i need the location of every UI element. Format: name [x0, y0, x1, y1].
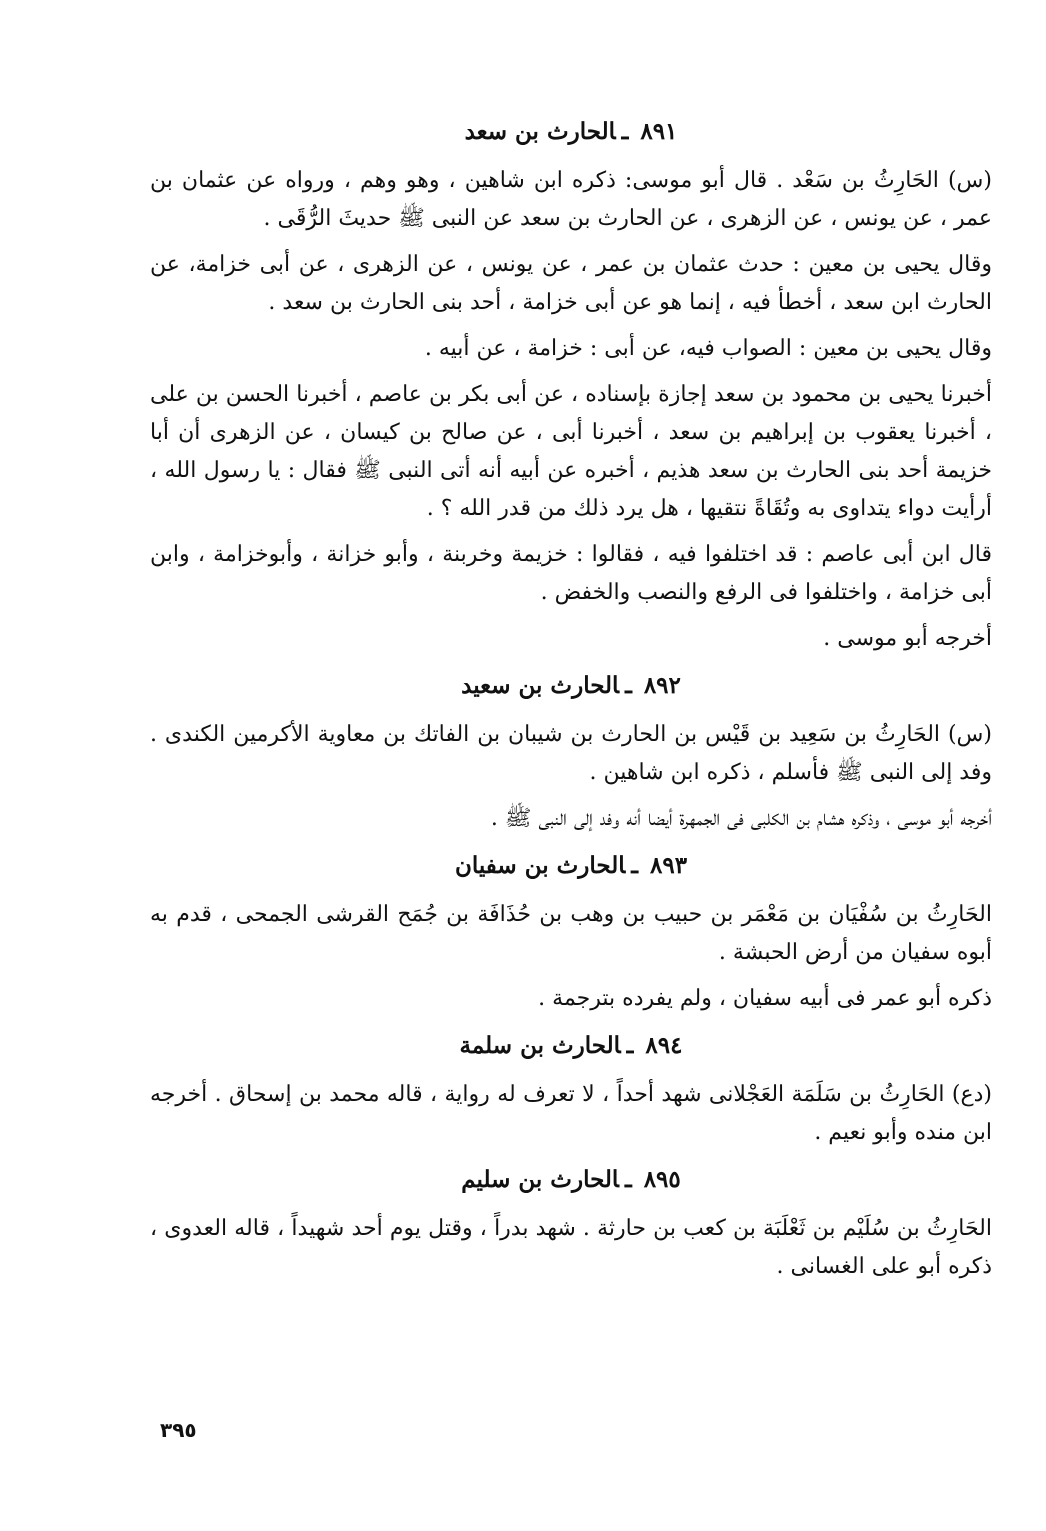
- page-body: [150, 108, 992, 1294]
- entry-heading: [150, 846, 992, 886]
- entry-paragraph: أخبرنا يحيى بن محمود بن سعد إجازة بإسناده ، عن أبى بكر بن عاصم ، أخبرنا الحسن بن على ، أخبرنا يعقوب بن إبراهيم بن سعد ، أخبرنا أبى ، عن صالح بن كيسان ، عن الزهرى أن أبا خزيمة أحد بنى الحارث بن سعد هذيم ، أخبره عن أبيه أنه أتى النبى ﷺ فقال : يا رسول الله ، أرأيت دواء يتداوى به وتُقَاةً نتقيها ، هل يرد ذلك من قدر الله ؟ .: [150, 382, 992, 521]
- entry-paragraph: قال ابن أبى عاصم : قد اختلفوا فيه ، فقالوا : خزيمة وخربنة ، وأبو خزانة ، وأبوخزامة ، وابن أبى خزامة ، واختلفوا فى الرفع والنصب والخفض .: [150, 542, 992, 605]
- entry-title: الحارث بن سعد: [464, 118, 616, 145]
- entry-number: ٨٩٣: [650, 852, 688, 879]
- entry-paragraph: وقال يحيى بن معين : الصواب فيه، عن أبى : خزامة ، عن أبيه .: [424, 336, 992, 361]
- entry-heading: [150, 1160, 992, 1200]
- entry-number: ٨٩٤: [645, 1032, 683, 1059]
- entry-dash: ـ: [624, 1166, 632, 1193]
- entry-heading: [150, 112, 992, 152]
- entry-title: الحارث بن سفيان: [454, 852, 626, 879]
- page-number: ٣٩٥: [160, 1418, 197, 1442]
- entry-paragraph: الحَارِثُ بن سُفْيَان بن مَعْمَر بن حبيب بن وهب بن حُذَافَة بن جُمَح القرشى الجمحى ، قدم به أبوه سفيان من أرض الحبشة .: [150, 902, 992, 965]
- entry-heading: [150, 1026, 992, 1066]
- entry-paragraph: الحَارِثُ بن سُلَيْم بن ثَعْلَبَة بن كعب بن حارثة . شهد بدراً ، وقتل يوم أحد شهيداً ، قاله العدوى ، ذكره أبو على الغسانى .: [150, 1216, 992, 1279]
- entry-dash: ـ: [625, 672, 632, 699]
- entry-title: الحارث بن سلمة: [459, 1032, 621, 1059]
- entry-dash: ـ: [621, 118, 629, 145]
- entry-paragraph: (دع) الحَارِثُ بن سَلَمَة العَجْلانى شهد أحداً ، لا تعرف له رواية ، قاله محمد بن إسحاق . أخرجه ابن منده وأبو نعيم .: [150, 1082, 992, 1145]
- entry-paragraph: ذكره أبو عمر فى أبيه سفيان ، ولم يفرده بترجمة .: [538, 986, 992, 1011]
- entry-paragraph: (س) الحَارِثُ بن سَعِيد بن قَيْس بن الحارث بن شيبان بن الفاتك بن معاوية الأكرمين الكندى . وفد إلى النبى ﷺ فأسلم ، ذكره ابن شاهين .: [150, 722, 992, 785]
- entry-title: الحارث بن سليم: [461, 1166, 619, 1193]
- entry-paragraph: أخرجه أبو موسى ، وذكره هشام بن الكلبى فى الجمهرة أيضا أنه وفد إلى النبى ﷺ .: [490, 806, 992, 831]
- entry-heading: [150, 666, 992, 706]
- entry-title: الحارث بن سعيد: [461, 672, 620, 699]
- entry-number: ٨٩٥: [643, 1166, 681, 1193]
- entry-number: ٨٩٢: [643, 672, 681, 699]
- entry-number: ٨٩١: [640, 118, 678, 145]
- entry-paragraph: وقال يحيى بن معين : حدث عثمان بن عمر ، عن يونس ، عن الزهرى ، عن أبى خزامة، عن الحارث ابن سعد ، أخطأ فيه ، إنما هو عن أبى خزامة ، أحد بنى الحارث بن سعد .: [150, 252, 993, 315]
- entry-dash: ـ: [626, 1032, 634, 1059]
- entry-dash: ـ: [631, 852, 638, 879]
- entry-paragraph: أخرجه أبو موسى .: [823, 626, 992, 651]
- entry-paragraph: (س) الحَارِثُ بن سَعْد . قال أبو موسى: ذكره ابن شاهين ، وهو وهم ، ورواه عن عثمان بن عمر ، عن يونس ، عن الزهرى ، عن الحارث بن سعد عن النبى ﷺ حديثَ الرُّقَى .: [150, 168, 992, 231]
